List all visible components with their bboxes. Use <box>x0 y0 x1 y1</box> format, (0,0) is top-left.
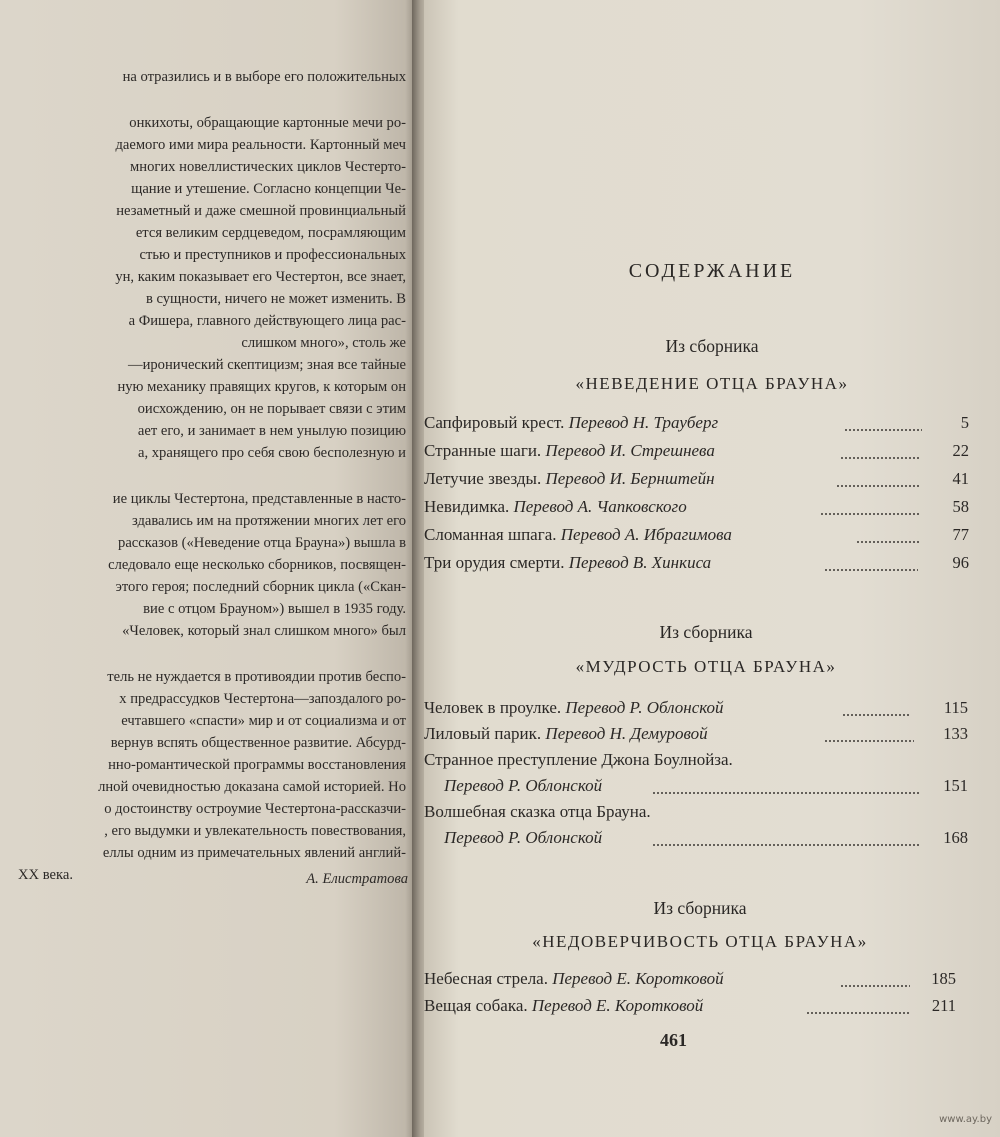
toc-entry <box>424 413 969 435</box>
leader-dots <box>856 541 920 543</box>
page-number: 211 <box>931 996 956 1015</box>
entry-title: Сапфировый крест. Перевод Н. Трауберг <box>424 413 719 432</box>
text-line: даемого ими мира реальности. Картонный меч <box>115 137 406 153</box>
toc-entry-continuation <box>424 828 968 850</box>
entry-title: Невидимка. Перевод А. Чапковского <box>424 497 687 516</box>
text-line: ие циклы Честертона, представленные в насто- <box>112 491 406 507</box>
text-line: стью и преступников и профессиональных <box>139 247 406 263</box>
entry-title: Небесная стрела. Перевод Е. Коротковой <box>424 969 724 988</box>
text-line: слишком много», столь же <box>241 335 406 351</box>
section-label: Из сборника <box>665 336 759 356</box>
text-line: здавались им на протяжении многих лет его <box>131 513 406 529</box>
section-label: Из сборника <box>659 622 753 642</box>
text-line: нно-романтической программы восстановления <box>108 757 406 773</box>
toc-entry <box>424 996 956 1018</box>
collection-title: «НЕДОВЕРЧИВОСТЬ ОТЦА БРАУНА» <box>532 932 868 951</box>
page-number: 41 <box>952 469 969 488</box>
page-folio: 461 <box>660 1030 687 1050</box>
right-page <box>424 0 1000 1137</box>
toc-entry <box>424 525 969 547</box>
page-number: 5 <box>960 413 969 432</box>
collection-title: «МУДРОСТЬ ОТЦА БРАУНА» <box>575 657 837 676</box>
author-signature: А. Елистратова <box>306 871 408 887</box>
toc-entry-continuation <box>424 776 968 798</box>
leader-dots <box>824 740 914 742</box>
text-line: щание и утешение. Согласно концепции Че- <box>131 181 406 197</box>
leader-dots <box>840 457 920 459</box>
text-line: х предрассудков Честертона—запоздалого ро- <box>119 691 406 707</box>
entry-title: Странные шаги. Перевод И. Стрешнева <box>424 441 715 460</box>
text-line: ную механику правящих кругов, к которым он <box>117 379 406 395</box>
text-line: вернув вспять общественное развитие. Абсурд- <box>110 735 406 751</box>
entry-translator: Перевод Р. Облонской <box>444 776 603 795</box>
text-line: о достоинству остроумие Честертона-рассказчи- <box>104 801 406 817</box>
text-line: «Человек, который знал слишком много» был <box>122 623 406 639</box>
entry-title: Летучие звезды. Перевод И. Бернштейн <box>424 469 715 488</box>
entry-title: Три орудия смерти. Перевод В. Хинкиса <box>424 553 712 572</box>
toc-entry <box>424 750 968 772</box>
entry-title: Человек в проулке. Перевод Р. Облонской <box>424 698 724 717</box>
text-line: XX века. <box>17 867 73 883</box>
watermark: www.ay.by <box>939 1114 992 1125</box>
text-line: вие с отцом Брауном») вышел в 1935 году. <box>143 601 406 617</box>
entry-title: Лиловый парик. Перевод Н. Демуровой <box>424 724 708 743</box>
text-line: ает его, и занимает в нем унылую позицию <box>137 423 406 439</box>
leader-dots <box>840 985 910 987</box>
text-line: —ироничеcкий скептицизм; зная все тайные <box>127 357 406 373</box>
toc-entry <box>424 969 956 991</box>
text-line: рассказов («Неведение отца Брауна») вышла в <box>118 535 406 551</box>
toc-entry <box>424 441 969 463</box>
toc-entry <box>424 469 969 491</box>
text-line: в сущности, ничего не может изменить. В <box>145 291 406 307</box>
text-line: ечтавшего «спасти» мир и от социализма и от <box>121 713 406 729</box>
text-line: , его выдумки и увлекательность повествования, <box>104 823 406 839</box>
section-label: Из сборника <box>653 898 747 918</box>
text-line: тель не нуждается в противоядии против беспо- <box>107 669 406 685</box>
leader-dots <box>836 485 920 487</box>
text-line: на отразились и в выборе его положительных <box>122 69 406 85</box>
leader-dots <box>842 714 910 716</box>
leader-dots <box>652 844 920 846</box>
page-title: СОДЕРЖАНИЕ <box>628 260 796 282</box>
text-line: еллы одним из примечательных явлений англий- <box>102 845 406 861</box>
toc-entry <box>424 698 968 720</box>
page-number: 151 <box>943 776 968 795</box>
leader-dots <box>820 513 920 515</box>
entry-title: Волшебная сказка отца Брауна. <box>424 802 651 821</box>
toc-entry <box>424 553 969 575</box>
text-line: оисхождению, он не порывает связи с этим <box>137 401 406 417</box>
text-line: а Фишера, главного действующего лица рас- <box>128 313 406 329</box>
page-number: 115 <box>943 698 968 717</box>
leader-dots <box>652 792 920 794</box>
text-line: многих новеллистических циклов Честерто- <box>130 159 406 175</box>
entry-title: Вещая собака. Перевод Е. Коротковой <box>424 996 704 1015</box>
toc-entry <box>424 724 968 746</box>
page-number: 133 <box>943 724 968 743</box>
left-page <box>0 0 418 1137</box>
page-number: 77 <box>952 525 969 544</box>
collection-title: «НЕВЕДЕНИЕ ОТЦА БРАУНА» <box>575 374 849 393</box>
text-line: этого героя; последний сборник цикла («Скан- <box>115 579 406 595</box>
leader-dots <box>806 1012 910 1014</box>
toc-entry <box>424 497 969 519</box>
leader-dots <box>824 569 918 571</box>
page-number: 185 <box>931 969 956 988</box>
page-number: 22 <box>952 441 969 460</box>
text-line: ун, каким показывает его Честертон, все знает, <box>115 269 406 285</box>
entry-title: Странное преступление Джона Боулнойза. <box>424 750 733 769</box>
text-line: следовало еще несколько сборников, посвящен- <box>108 557 406 573</box>
entry-title: Сломанная шпага. Перевод А. Ибрагимова <box>424 525 732 544</box>
page-number: 96 <box>952 553 969 572</box>
text-line: а, хранящего про себя свою бесполезную и <box>137 445 406 461</box>
text-line: лной очевидностью доказана самой историей. Но <box>98 779 406 795</box>
page-number: 58 <box>952 497 969 516</box>
leader-dots <box>844 429 922 431</box>
entry-translator: Перевод Р. Облонской <box>444 828 603 847</box>
page-number: 168 <box>943 828 968 847</box>
toc-entry <box>424 802 968 824</box>
text-line: незаметный и даже смешной провинциальный <box>116 203 406 219</box>
text-line: онкихоты, обращающие картонные мечи ро- <box>129 115 406 131</box>
text-line: ется великим сердцеведом, посрамляющим <box>135 225 406 241</box>
